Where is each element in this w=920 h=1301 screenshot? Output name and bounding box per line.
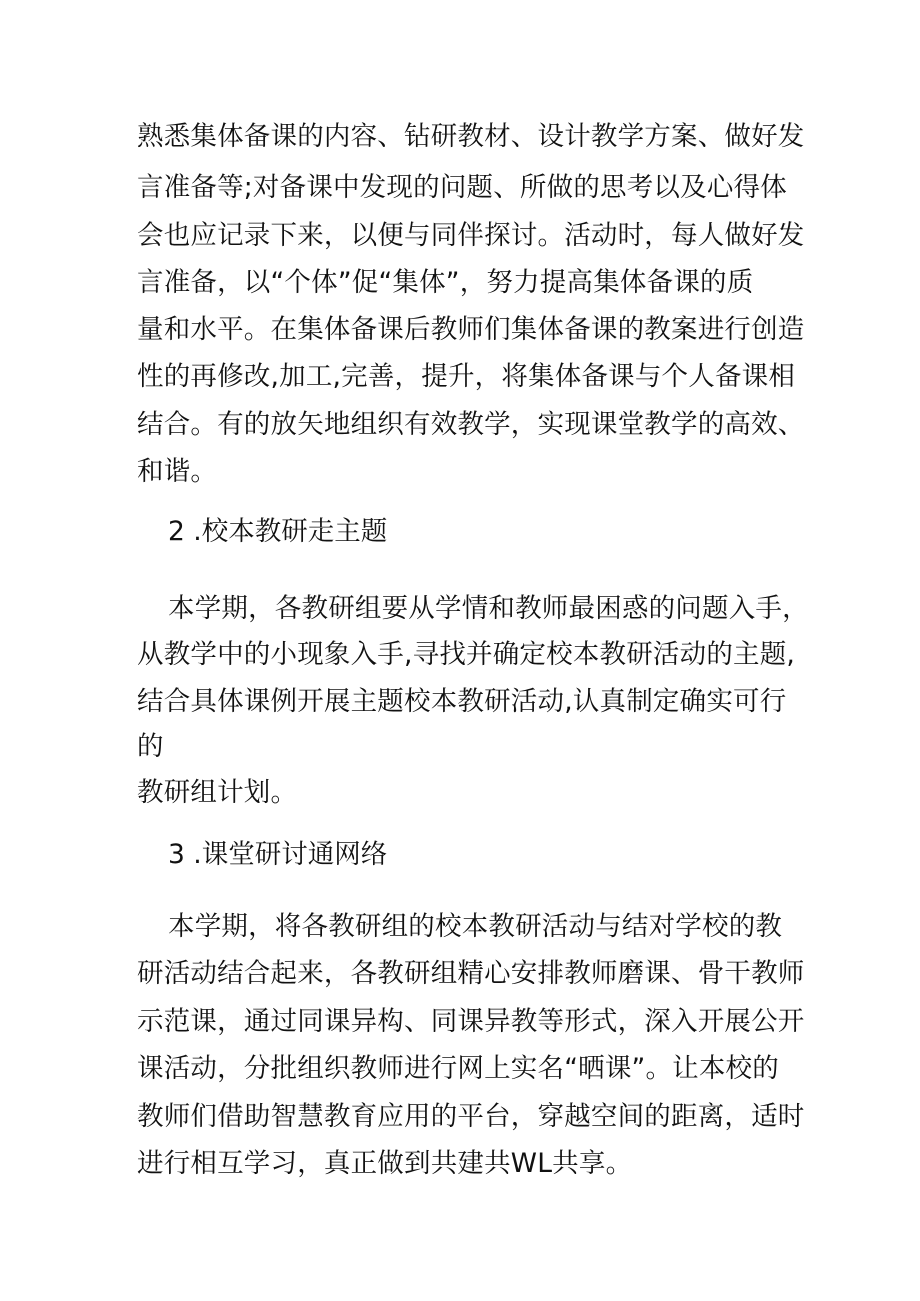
- paragraph-line: 熟悉集体备课的内容、钻研教材、设计教学方案、做好发: [137, 121, 805, 152]
- paragraph-line: 课活动，分批组织教师进行网上实名“晒课”。让本校的: [137, 1053, 779, 1084]
- paragraph-line: 和谐。: [137, 456, 218, 487]
- paragraph-line: 的: [137, 731, 164, 762]
- paragraph-line: 性的再修改,加工,完善，提升，将集体备课与个人备课相: [137, 361, 796, 392]
- paragraph-line: 从教学中的小现象入手,寻找并确定校本教研活动的主题,: [137, 639, 796, 670]
- paragraph-line: 结合具体课例开展主题校本教研活动,认真制定确实可行: [137, 686, 787, 717]
- paragraph-line: 示范课，通过同课异构、同课异教等形式，深入开展公开: [137, 1006, 805, 1037]
- paragraph-line: 进行相互学习，真正做到共建共WL共享。: [137, 1148, 633, 1179]
- paragraph-line: 结合。有的放矢地组织有效教学，实现课堂教学的高效、: [137, 409, 805, 440]
- paragraph-line: 会也应记录下来，以便与同伴探讨。活动时，每人做好发: [137, 220, 805, 251]
- section-heading: 2 .校本教研走主题: [168, 516, 388, 547]
- paragraph-line: 教研组计划。: [137, 777, 298, 808]
- paragraph-line: 研活动结合起来，各教研组精心安排教师磨课、骨干教师: [137, 958, 805, 989]
- paragraph-line: 言准备，以“个体”促“集体”，努力提高集体备课的质: [137, 267, 754, 298]
- paragraph-line: 言准备等;对备课中发现的问题、所做的思考以及心得体: [137, 172, 787, 203]
- paragraph-line: 量和水平。在集体备课后教师们集体备课的教案进行创造: [137, 314, 805, 345]
- section-heading: 3 .课堂研讨通网络: [168, 839, 388, 870]
- paragraph-line: 本学期，各教研组要从学情和教师最困惑的问题入手，: [168, 593, 809, 624]
- paragraph-line: 教师们借助智慧教育应用的平台，穿越空间的距离，适时: [137, 1101, 805, 1132]
- paragraph-line: 本学期，将各教研组的校本教研活动与结对学校的教: [168, 911, 783, 942]
